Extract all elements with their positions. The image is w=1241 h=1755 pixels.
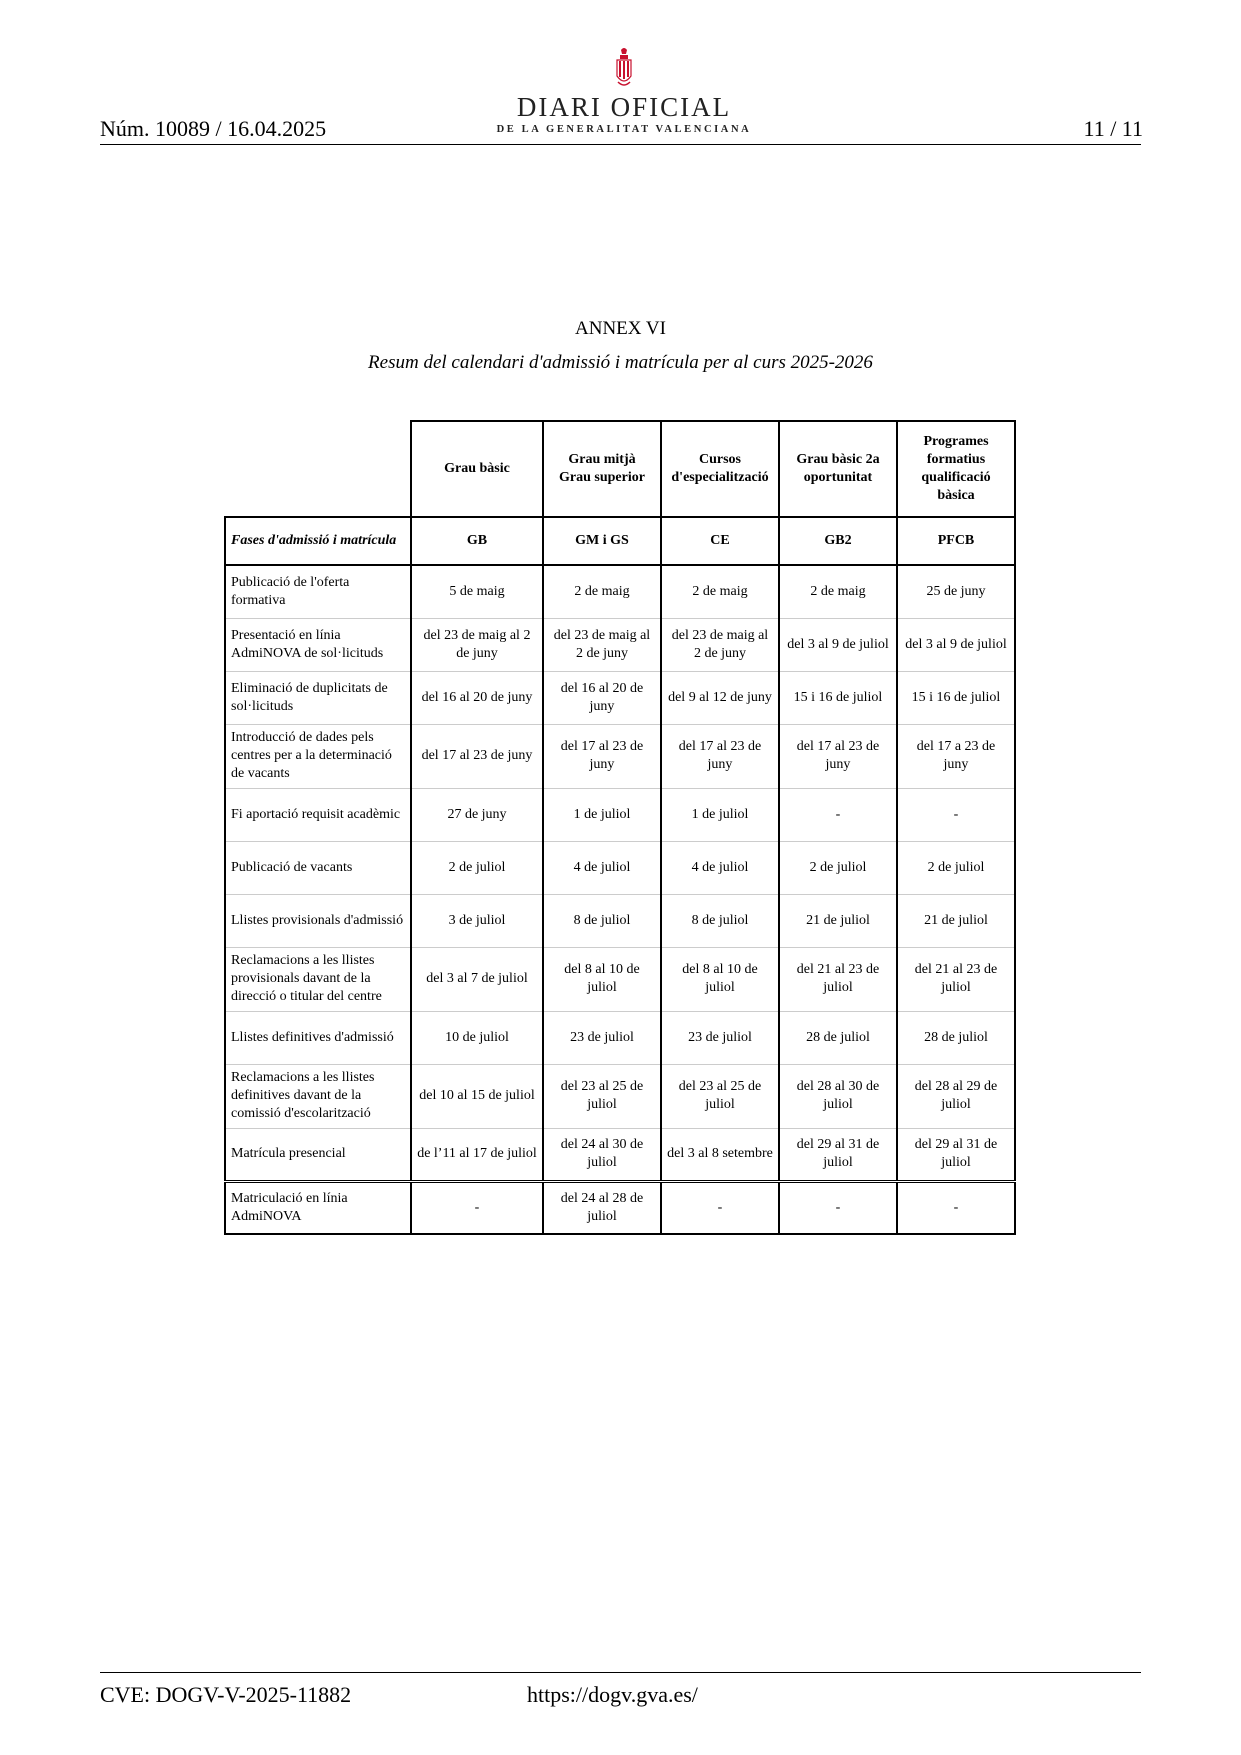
table-cell: del 24 al 28 de juliol bbox=[543, 1181, 661, 1234]
table-cell: 2 de maig bbox=[779, 565, 897, 618]
table-cell: del 23 de maig al 2 de juny bbox=[543, 618, 661, 671]
dogv-logo bbox=[494, 46, 754, 144]
table-cell: del 28 al 29 de juliol bbox=[897, 1064, 1015, 1128]
table-cell: del 9 al 12 de juny bbox=[661, 671, 779, 724]
table-cell: del 17 a 23 de juny bbox=[897, 724, 1015, 788]
table-cell: del 23 al 25 de juliol bbox=[661, 1064, 779, 1128]
table-header-row bbox=[225, 421, 1015, 517]
table-cell: del 24 al 30 de juliol bbox=[543, 1128, 661, 1181]
table-cell: 1 de juliol bbox=[543, 788, 661, 841]
table-cell: 23 de juliol bbox=[661, 1011, 779, 1064]
table-row bbox=[225, 565, 1015, 618]
phase-label: Presentació en línia AdmiNOVA de sol·licituds bbox=[225, 618, 411, 671]
phase-label: Matriculació en línia AdmiNOVA bbox=[225, 1181, 411, 1234]
table-row bbox=[225, 947, 1015, 1011]
table-row bbox=[225, 894, 1015, 947]
phase-label: Introducció de dades pels centres per a la determinació de vacants bbox=[225, 724, 411, 788]
table-row bbox=[225, 1011, 1015, 1064]
phase-label: Matrícula presencial bbox=[225, 1128, 411, 1181]
table-row bbox=[225, 724, 1015, 788]
table-cell: del 28 al 30 de juliol bbox=[779, 1064, 897, 1128]
table-corner bbox=[225, 421, 411, 517]
column-abbreviation: GB2 bbox=[779, 517, 897, 565]
table-cell: - bbox=[897, 1181, 1015, 1234]
column-abbreviation: CE bbox=[661, 517, 779, 565]
column-header: Grau mitjà Grau superior bbox=[543, 421, 661, 517]
table-cell: 2 de juliol bbox=[779, 841, 897, 894]
column-abbreviation: GB bbox=[411, 517, 543, 565]
table-cell: del 17 al 23 de juny bbox=[543, 724, 661, 788]
phase-label: Llistes provisionals d'admissió bbox=[225, 894, 411, 947]
annex-subtitle: Resum del calendari d'admissió i matrícula per al curs 2025-2026 bbox=[368, 352, 873, 373]
table-row bbox=[225, 1064, 1015, 1128]
column-abbreviation: PFCB bbox=[897, 517, 1015, 565]
table-row bbox=[225, 618, 1015, 671]
header-number-date: Núm. 10089 / 16.04.2025 bbox=[100, 116, 327, 141]
footer-url-link[interactable]: https://dogv.gva.es/ bbox=[527, 1682, 698, 1707]
column-abbreviation: GM i GS bbox=[543, 517, 661, 565]
table-cell: del 3 al 7 de juliol bbox=[411, 947, 543, 1011]
calendar-table bbox=[224, 420, 1016, 1235]
table-cell: 25 de juny bbox=[897, 565, 1015, 618]
logo-title: DIARI OFICIAL bbox=[516, 92, 732, 122]
table-cell: - bbox=[897, 788, 1015, 841]
table-row bbox=[225, 841, 1015, 894]
annex-title: ANNEX VI bbox=[575, 318, 666, 339]
phase-label: Publicació de l'oferta formativa bbox=[225, 565, 411, 618]
table-cell: del 10 al 15 de juliol bbox=[411, 1064, 543, 1128]
table-cell: del 23 de maig al 2 de juny bbox=[411, 618, 543, 671]
table-row bbox=[225, 1128, 1015, 1181]
table-cell: - bbox=[779, 788, 897, 841]
phase-label: Eliminació de duplicitats de sol·licituds bbox=[225, 671, 411, 724]
table-cell: del 21 al 23 de juliol bbox=[897, 947, 1015, 1011]
table-row bbox=[225, 788, 1015, 841]
table-cell: del 8 al 10 de juliol bbox=[661, 947, 779, 1011]
table-cell: 28 de juliol bbox=[779, 1011, 897, 1064]
table-cell: 4 de juliol bbox=[543, 841, 661, 894]
table-cell: - bbox=[779, 1181, 897, 1234]
phase-label: Llistes definitives d'admissió bbox=[225, 1011, 411, 1064]
table-cell: del 29 al 31 de juliol bbox=[897, 1128, 1015, 1181]
table-cell: del 21 al 23 de juliol bbox=[779, 947, 897, 1011]
table-cell: 27 de juny bbox=[411, 788, 543, 841]
table-cell: del 23 al 25 de juliol bbox=[543, 1064, 661, 1128]
table-row bbox=[225, 1181, 1015, 1234]
table-cell: del 16 al 20 de juny bbox=[411, 671, 543, 724]
table-cell: del 17 al 23 de juny bbox=[661, 724, 779, 788]
table-cell: del 17 al 23 de juny bbox=[411, 724, 543, 788]
column-header: Grau bàsic bbox=[411, 421, 543, 517]
phase-column-header: Fases d'admissió i matrícula bbox=[225, 517, 411, 565]
footer-divider bbox=[100, 1672, 1141, 1673]
table-cell: del 23 de maig al 2 de juny bbox=[661, 618, 779, 671]
phase-label: Reclamacions a les llistes provisionals davant de la direcció o titular del centre bbox=[225, 947, 411, 1011]
table-abbreviation-row bbox=[225, 517, 1015, 565]
column-header: Programes formatius qualificació bàsica bbox=[897, 421, 1015, 517]
generalitat-emblem-icon bbox=[609, 46, 639, 92]
table-cell: del 29 al 31 de juliol bbox=[779, 1128, 897, 1181]
header-page-number: 11 / 11 bbox=[1083, 116, 1143, 141]
table-cell: - bbox=[661, 1181, 779, 1234]
table-cell: del 3 al 9 de juliol bbox=[897, 618, 1015, 671]
table-cell: 28 de juliol bbox=[897, 1011, 1015, 1064]
column-header: Grau bàsic 2a oportunitat bbox=[779, 421, 897, 517]
table-cell: de l’11 al 17 de juliol bbox=[411, 1128, 543, 1181]
table-cell: 5 de maig bbox=[411, 565, 543, 618]
table-cell: 8 de juliol bbox=[661, 894, 779, 947]
column-header: Cursos d'especialització bbox=[661, 421, 779, 517]
table-cell: 10 de juliol bbox=[411, 1011, 543, 1064]
table-cell: 21 de juliol bbox=[897, 894, 1015, 947]
table-cell: del 16 al 20 de juny bbox=[543, 671, 661, 724]
table-cell: 8 de juliol bbox=[543, 894, 661, 947]
table-cell: 2 de maig bbox=[661, 565, 779, 618]
footer-cve: CVE: DOGV-V-2025-11882 bbox=[100, 1682, 352, 1707]
phase-label: Fi aportació requisit acadèmic bbox=[225, 788, 411, 841]
table-cell: - bbox=[411, 1181, 543, 1234]
table-cell: 23 de juliol bbox=[543, 1011, 661, 1064]
table-cell: 2 de juliol bbox=[411, 841, 543, 894]
phase-label: Publicació de vacants bbox=[225, 841, 411, 894]
table-cell: 1 de juliol bbox=[661, 788, 779, 841]
table-cell: del 3 al 8 setembre bbox=[661, 1128, 779, 1181]
header-divider bbox=[100, 144, 1141, 145]
table-cell: 3 de juliol bbox=[411, 894, 543, 947]
logo-subtitle: DE LA GENERALITAT VALENCIANA bbox=[496, 124, 752, 135]
table-cell: del 3 al 9 de juliol bbox=[779, 618, 897, 671]
table-cell: 2 de maig bbox=[543, 565, 661, 618]
table-cell: 15 i 16 de juliol bbox=[779, 671, 897, 724]
table-row bbox=[225, 671, 1015, 724]
table-cell: 15 i 16 de juliol bbox=[897, 671, 1015, 724]
table-cell: del 17 al 23 de juny bbox=[779, 724, 897, 788]
table-cell: 21 de juliol bbox=[779, 894, 897, 947]
phase-label: Reclamacions a les llistes definitives davant de la comissió d'escolarització bbox=[225, 1064, 411, 1128]
table-cell: 4 de juliol bbox=[661, 841, 779, 894]
table-cell: 2 de juliol bbox=[897, 841, 1015, 894]
table-cell: del 8 al 10 de juliol bbox=[543, 947, 661, 1011]
